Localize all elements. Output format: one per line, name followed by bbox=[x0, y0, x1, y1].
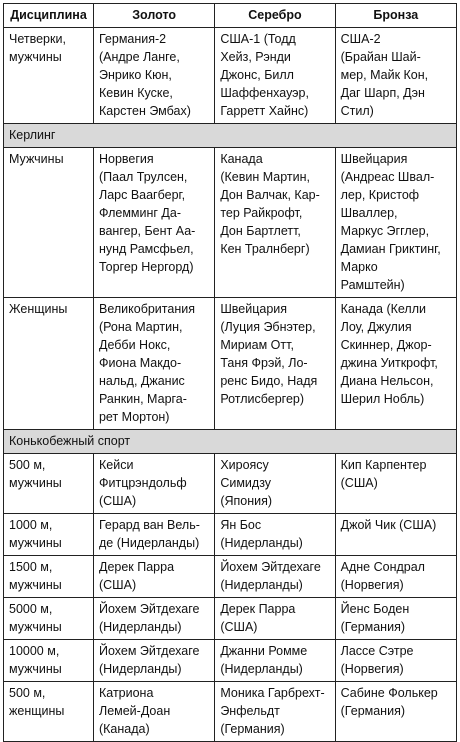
silver-cell: Йохем Эйтдехаге (Нидерланды) bbox=[215, 556, 335, 598]
discipline-cell: 1000 м, мужчины bbox=[4, 514, 94, 556]
table-row bbox=[4, 640, 457, 682]
gold-cell: Йохем Эйтдехаге (Нидерланды) bbox=[93, 598, 214, 640]
bronze-cell: Канада (Келли Лоу, Джулия Скиннер, Джор- джина Уиткрофт, Диана Нельсон, Шерил Нобль) bbox=[335, 298, 456, 430]
section-title: Конькобежный спорт bbox=[4, 430, 457, 454]
table-row bbox=[4, 148, 457, 298]
gold-cell: Герард ван Вель- де (Нидерланды) bbox=[93, 514, 214, 556]
table-row bbox=[4, 298, 457, 430]
gold-cell: Норвегия (Паал Трулсен, Ларс Ваагберг, Флемминг Да- вангер, Бент Аа- нунд Рамсфьел, Торгер Нергорд) bbox=[93, 148, 214, 298]
discipline-cell: Женщины bbox=[4, 298, 94, 430]
section-row bbox=[4, 430, 457, 454]
header-discipline: Дисциплина bbox=[4, 4, 94, 28]
gold-cell: Дерек Парра (США) bbox=[93, 556, 214, 598]
bronze-cell: Джой Чик (США) bbox=[335, 514, 456, 556]
silver-cell: Джанни Ромме (Нидерланды) bbox=[215, 640, 335, 682]
bronze-cell: Сабине Фолькер (Германия) bbox=[335, 682, 456, 742]
gold-cell: Катриона Лемей-Доан (Канада) bbox=[93, 682, 214, 742]
silver-cell: Хироясу Симидзу (Япония) bbox=[215, 454, 335, 514]
table-row bbox=[4, 556, 457, 598]
discipline-cell: Мужчины bbox=[4, 148, 94, 298]
silver-cell: Ян Бос (Нидерланды) bbox=[215, 514, 335, 556]
discipline-cell: Четверки, мужчины bbox=[4, 28, 94, 124]
bronze-cell: Лассе Сэтре (Норвегия) bbox=[335, 640, 456, 682]
medals-table bbox=[3, 3, 457, 742]
silver-cell: США-1 (Тодд Хейз, Рэнди Джонс, Билл Шаффенхауэр, Гарретт Хайнс) bbox=[215, 28, 335, 124]
table-row bbox=[4, 514, 457, 556]
bronze-cell: Йенс Боден (Германия) bbox=[335, 598, 456, 640]
table-row bbox=[4, 682, 457, 742]
silver-cell: Швейцария (Луция Эбнэтер, Мириам Отт, Таня Фрэй, Ло- ренс Бидо, Надя Ротлисбергер) bbox=[215, 298, 335, 430]
gold-cell: Германия-2 (Андре Ланге, Энрико Кюн, Кевин Куске, Карстен Эмбах) bbox=[93, 28, 214, 124]
gold-cell: Кейси Фитцрэндольф (США) bbox=[93, 454, 214, 514]
table-row bbox=[4, 28, 457, 124]
discipline-cell: 500 м, женщины bbox=[4, 682, 94, 742]
header-silver: Серебро bbox=[215, 4, 335, 28]
section-row bbox=[4, 124, 457, 148]
silver-cell: Канада (Кевин Мартин, Дон Валчак, Кар- тер Райкрофт, Дон Бартлетт, Кен Тралнберг) bbox=[215, 148, 335, 298]
bronze-cell: Адне Сондрал (Норвегия) bbox=[335, 556, 456, 598]
silver-cell: Моника Гарбрехт- Энфельдт (Германия) bbox=[215, 682, 335, 742]
discipline-cell: 10000 м, мужчины bbox=[4, 640, 94, 682]
bronze-cell: Швейцария (Андреас Швал- лер, Кристоф Шваллер, Маркус Эгглер, Дамиан Гриктинг, Марко Рамштейн) bbox=[335, 148, 456, 298]
table-row bbox=[4, 598, 457, 640]
header-row bbox=[4, 4, 457, 28]
table-row bbox=[4, 454, 457, 514]
header-bronze: Бронза bbox=[335, 4, 456, 28]
gold-cell: Великобритания (Рона Мартин, Дебби Нокс, Фиона Макдо- нальд, Джанис Ранкин, Марга- рет Мортон) bbox=[93, 298, 214, 430]
discipline-cell: 500 м, мужчины bbox=[4, 454, 94, 514]
header-gold: Золото bbox=[93, 4, 214, 28]
section-title: Керлинг bbox=[4, 124, 457, 148]
discipline-cell: 1500 м, мужчины bbox=[4, 556, 94, 598]
bronze-cell: Кип Карпентер (США) bbox=[335, 454, 456, 514]
discipline-cell: 5000 м, мужчины bbox=[4, 598, 94, 640]
silver-cell: Дерек Парра (США) bbox=[215, 598, 335, 640]
bronze-cell: США-2 (Брайан Шай- мер, Майк Кон, Даг Шарп, Дэн Стил) bbox=[335, 28, 456, 124]
gold-cell: Йохем Эйтдехаге (Нидерланды) bbox=[93, 640, 214, 682]
table-body bbox=[4, 28, 457, 742]
